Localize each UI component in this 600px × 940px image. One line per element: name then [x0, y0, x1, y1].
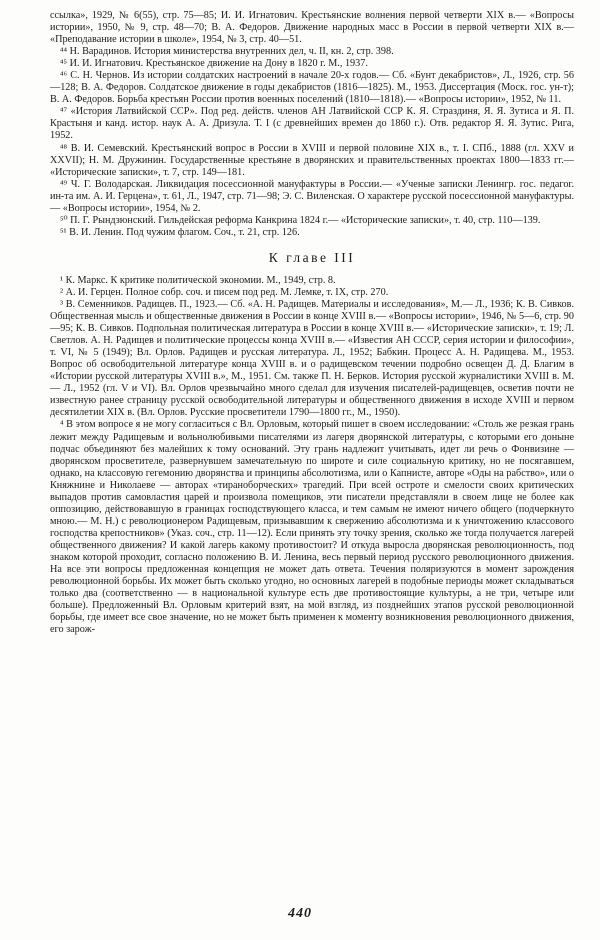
footnote: ссылка», 1929, № 6(55), стр. 75—85; И. И. Игнатович. Крестьянские волнения первой четверти XIX в.— «Вопросы истории», 1950, № 9, стр. 48—70; В. А. Федоров. Движение народных масс в России в первой четверти XIX в.— «Преподавание истории в школе», 1954, № 3, стр. 40—51. [50, 10, 574, 46]
footnote: ⁴ В этом вопросе я не могу согласиться с Вл. Орловым, который пишет в своем исследовании: «Столь же резкая грань лежит между Радищевым и вольнолюбивыми писателями из лагеря дворянской литературы, с которыми его доныне подчас объединяют без малейших к тому оснований. Эту грань надлежит учитывать, идет ли речь о Фонвизине — дворянском просветителе, развернувшем замечательную по широте и силе социальную критику, но не посягавшем, однако, на классовую гегемонию дворянства и принципы абсолютизма, или о Капнисте, авторе «Оды на рабство», или о Княжнине и Николаеве — авторах «тираноборческих» трагедий. При всей остроте и смелости своих критических выпадов против самовластия царей и произвола помещиков, эти писатели представляли в своем лице не более как оппозицию, действовавшую в границах господствующего класса, и тем самым не имеют ничего общего (подчеркнуто мною.— М. Н.) с революционером Радищевым, призывавшим к свержению абсолютизма и к уничтожению классового господства крепостников» (Указ. соч., стр. 11—12). Если принять эту точку зрения, сколько же тогда получается лагерей общественного движения? И какой лагерь какому противостоит? И откуда выросла дворянская революционность, под знаком которой проходит, согласно положению В. И. Ленина, весь первый период русского революционного движения. На все эти вопросы предложенная концепция не может дать ответа. Течения поляризуются в момент зарождения революционной борьбы. Их может быть сколько угодно, но основных лагерей в подобные периоды может складываться только два (соответственно — в национальной культуре есть две противостоящие культуры, а не три, четыре или больше). Предложенный Вл. Орловым критерий взят, на мой взгляд, из позднейших этапов русской революционной борьбы, где имеет все свое значение, но не может быть применен к моменту возникновения революционного движения, его зарож- [50, 419, 574, 636]
footnote: ⁴⁷ «История Латвийской ССР». Под ред. действ. членов АН Латвийской ССР К. Я. Страздиня, Я. Я. Зутиса и Я. П. Крастыня и канд. истор. наук А. А. Дризула. Т. I (с древнейших времен до 1860 г.). Отв. редактор Я. Я. Зутис. Рига, 1952. [50, 106, 574, 142]
footnote: ⁴⁵ И. И. Игнатович. Крестьянское движение на Дону в 1820 г. М., 1937. [60, 58, 368, 70]
footnote: ⁴⁴ Н. Варадинов. История министерства внутренних дел, ч. II, кн. 2, стр. 398. [60, 46, 394, 58]
footnote: ¹ К. Маркс. К критике политической экономии. М., 1949, стр. 8. [60, 274, 336, 286]
footnote: ⁵¹ В. И. Ленин. Под чужим флагом. Соч., т. 21, стр. 126. [60, 226, 300, 238]
page-number: 440 [288, 906, 312, 921]
notes-column [50, 10, 574, 636]
footnote: ³ В. Семенников. Радищев. П., 1923.— Сб. «А. Н. Радищев. Материалы и исследования», М.— Л., 1936; К. В. Сивков. Общественная мысль и общественные движения в России в конце XVIII в.— «Вопросы истории», 1946, № 5—6, стр. 90—95; К. В. Сивков. Подпольная политическая литература в России в конце XVIII в.— «Исторические записки», т. 19; Л. Светлов. А. Н. Радищев и политические процессы конца XVIII в.— «Известия АН СССР, серия истории и философии», т. VI, № 5 (1949); Вл. Орлов. Радищев и русская литература. Л., 1952; Бабкин. Процесс А. Н. Радищева. М., 1953. Вопрос об освободительной литературе конца XVIII в. и о радищевском течении подробно освещен Д. Д. Благим в «Истории русской литературы XVIII в.», М., 1951. См. также П. Н. Берков. История русской журналистики XVIII в. М.— Л., 1952 (гл. V и VI). Вл. Орлов чрезвычайно много сделал для изучения писателей-радищевцев, осветив почти не известную ранее страницу русской освободительной литературы и общественного движения в исходе XVIII и первом десятилетии XIX в. (Вл. Орлов. Русские просветители 1790—1800 гг., М., 1950). [50, 298, 574, 419]
footnote: ⁴⁹ Ч. Г. Володарская. Ликвидация посессионной мануфактуры в России.— «Ученые записки Ленингр. гос. педагог. ин-та им. А. И. Герцена», т. 61, Л., 1947, стр. 71—98; Э. С. Виленская. О характере русской посессионной мануфактуры.— «Вопросы истории», 1954, № 2. [50, 178, 574, 214]
footnote: ⁵⁰ П. Г. Рындзюнский. Гильдейская реформа Канкрина 1824 г.— «Исторические записки», т. 40, стр. 110—139. [60, 214, 541, 226]
footnote: ⁴⁶ С. Н. Чернов. Из истории солдатских настроений в начале 20-х годов.— Сб. «Бунт декабристов», Л., 1926, стр. 56—128; В. А. Федоров. Солдатское движение в годы декабристов (1816—1825). М., 1953. Диссертация (Моск. гос. ун-т); В. А. Федоров. Борьба крестьян России против военных поселений (1810—1818).— «Вопросы истории», 1952, № 11. [50, 70, 574, 106]
footnote: ² А. И. Герцен. Полное собр. соч. и писем под ред. М. Лемке, т. IX, стр. 270. [60, 286, 389, 298]
footnote: ⁴⁸ В. И. Семевский. Крестьянский вопрос в России в XVIII и первой половине XIX в., т. I. СПб., 1888 (гл. XXV и XXVII); Н. М. Дружинин. Государственные крестьяне в дворянских и правительственных проектах 1800—1833 гг.— «Исторические записки», т. 7, стр. 149—181. [50, 142, 574, 178]
chapter-heading: К главе III [268, 249, 356, 265]
